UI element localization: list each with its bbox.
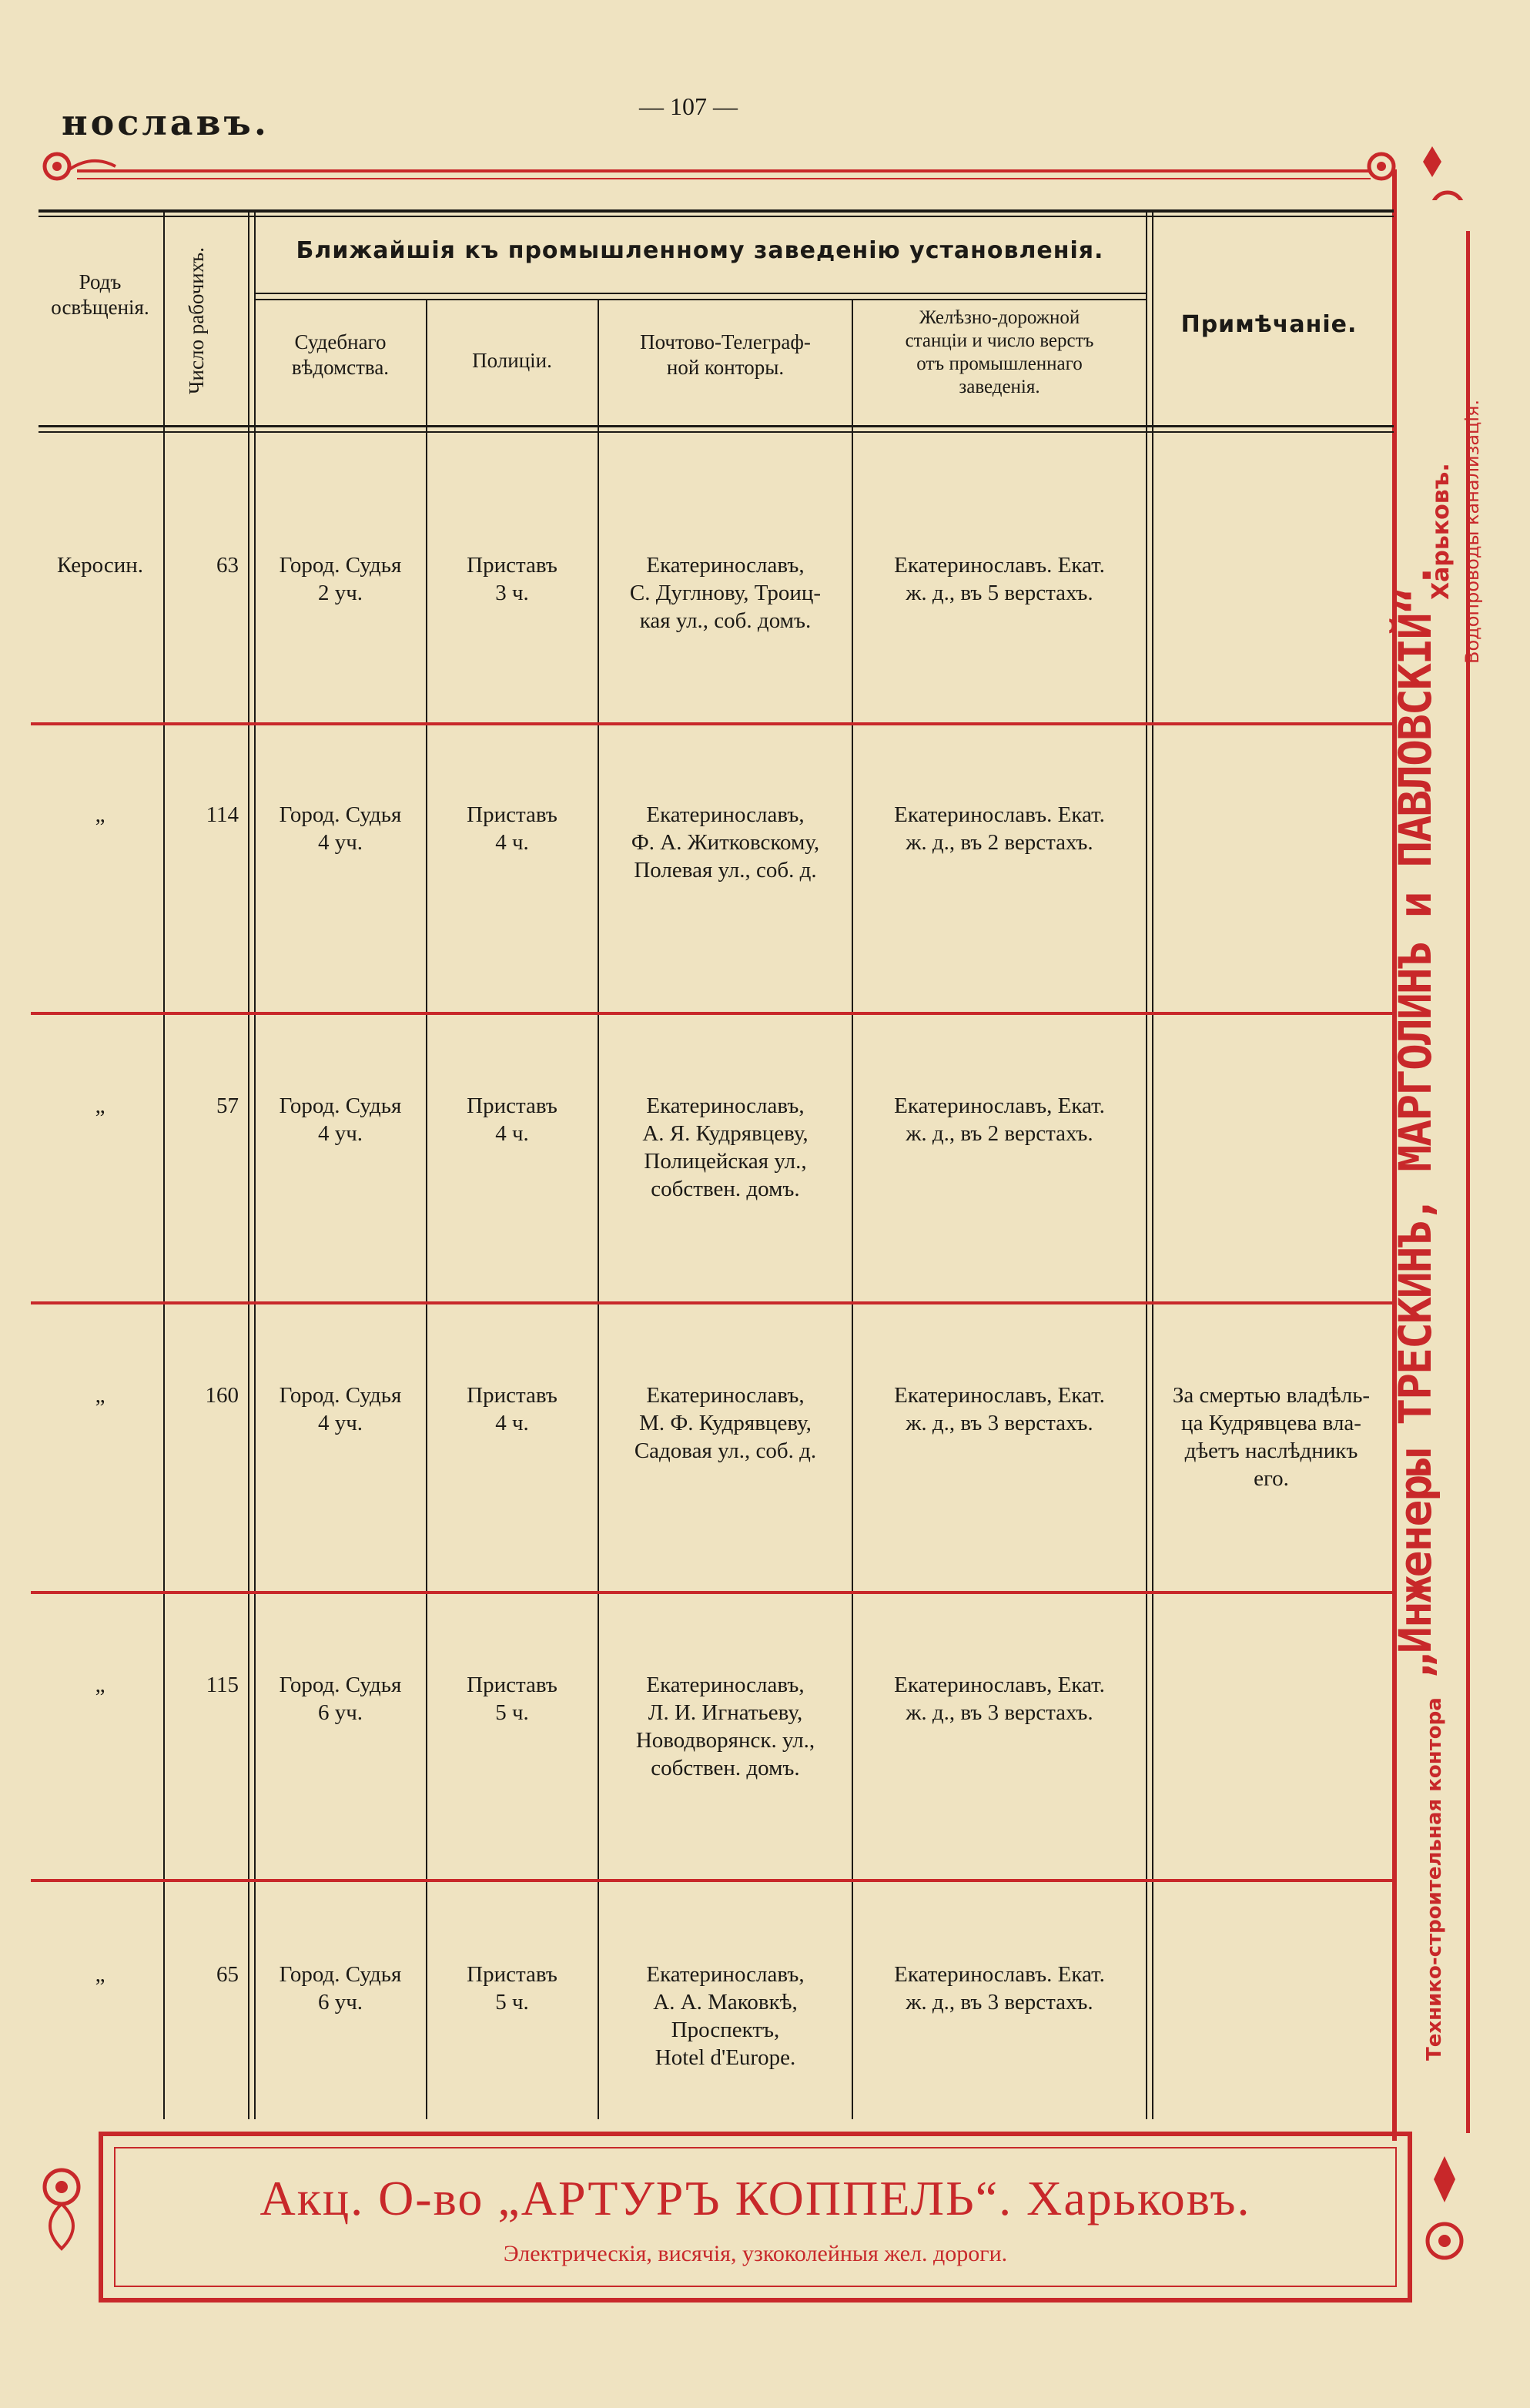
row6-workers: 65 — [216, 1962, 239, 1987]
row5-post: Екатеринославъ, Л. И. Игнатьеву, Новодворянск. ул., собствен. домъ. — [635, 1673, 815, 1780]
header-bottom-rule-thin — [39, 431, 1394, 433]
row4-railway: Екатеринославъ, Екат. ж. д., въ 3 верстахъ. — [894, 1383, 1105, 1435]
page-number: — 107 — — [639, 92, 738, 120]
row1-post: Екатеринославъ, С. Дуглнову, Троиц- кая ул., соб. домъ. — [629, 553, 822, 633]
row3-court: Город. Судья 4 уч. — [279, 1093, 402, 1146]
row5-railway: Екатеринославъ, Екат. ж. д., въ 3 верстахъ. — [894, 1673, 1105, 1725]
row-separator — [31, 1012, 1394, 1015]
row-separator — [31, 1879, 1394, 1882]
row5-police: Приставъ 5 ч. — [467, 1673, 557, 1725]
row3-police: Приставъ 4 ч. — [467, 1093, 557, 1146]
row-separator — [31, 722, 1394, 725]
side-ad-services: Водопроводы канализація. — [1461, 399, 1483, 664]
table-top-rule — [39, 209, 1394, 213]
row2-railway: Екатеринославъ. Екат. ж. д., въ 2 верстахъ. — [894, 802, 1105, 855]
row4-police: Приставъ 4 ч. — [467, 1383, 557, 1435]
running-head: нославъ. — [62, 102, 270, 143]
header-lighting: Родъ освѣщенія. — [51, 270, 149, 319]
row2-post: Екатеринославъ, Ф. А. Житковскому, Полевая ул., соб. д. — [631, 802, 820, 882]
col-line-2a — [248, 209, 249, 2119]
header-court: Судебнаго вѣдомства. — [291, 330, 390, 379]
row4-workers: 160 — [205, 1383, 239, 1408]
header-note: Примѣчаніе. — [1180, 311, 1358, 338]
row6-police: Приставъ 5 ч. — [467, 1962, 557, 2014]
header-railway: Желѣзно-дорожной станціи и число верстъ отъ промышленнаго заведенія. — [905, 307, 1094, 397]
header-bottom-rule — [39, 425, 1394, 427]
banner-subtitle: Электрическія, висячія, узкоколейныя жел. дороги. — [503, 2241, 1008, 2266]
col-line-6a — [1146, 209, 1147, 2119]
row5-court: Город. Судья 6 уч. — [279, 1673, 402, 1725]
row6-post: Екатеринославъ, А. А. Маковкѣ, Проспектъ, Hotel d'Europe. — [646, 1962, 805, 2070]
header-workers: Число рабочихъ. — [185, 247, 208, 395]
col-line-2b — [254, 209, 256, 2119]
row1-police: Приставъ 3 ч. — [467, 553, 557, 605]
row5-lighting: „ — [95, 1673, 105, 1697]
header-police: Полиціи. — [472, 349, 552, 372]
row2-lighting: „ — [95, 802, 105, 827]
row2-workers: 114 — [206, 802, 239, 827]
header-post: Почтово-Телеграф- ной конторы. — [640, 330, 811, 379]
row-separator — [31, 1591, 1394, 1594]
nearest-group-rule — [254, 293, 1147, 294]
row6-court: Город. Судья 6 уч. — [279, 1962, 402, 2014]
top-ornament — [31, 139, 1478, 200]
row6-lighting: „ — [95, 1962, 105, 1987]
row1-workers: 63 — [216, 553, 239, 578]
col-line-1 — [163, 209, 165, 2119]
row4-post: Екатеринославъ, М. Ф. Кудрявцеву, Садовая ул., соб. д. — [634, 1383, 817, 1463]
header-nearest: Ближайшія къ промышленному заведенію установленія. — [296, 237, 1104, 264]
row-separator — [31, 1301, 1394, 1304]
row1-lighting: Керосин. — [57, 553, 143, 578]
table-top-rule-thin — [39, 216, 1394, 217]
side-ad-office: Технико-строительная контора — [1423, 1697, 1446, 2061]
row5-workers: 115 — [206, 1673, 239, 1697]
row1-court: Город. Судья 2 уч. — [279, 553, 402, 605]
banner-left-ornament — [31, 2148, 100, 2287]
row3-post: Екатеринославъ, А. Я. Кудрявцеву, Полицейская ул., собствен. домъ. — [642, 1093, 809, 1201]
row4-court: Город. Судья 4 уч. — [279, 1383, 402, 1435]
col-line-6b — [1152, 209, 1153, 2119]
row3-railway: Екатеринославъ, Екат. ж. д., въ 2 верстахъ. — [894, 1093, 1105, 1146]
row4-note: За смертью владѣль- ца Кудрявцева вла- дѣетъ наслѣдникъ его. — [1172, 1383, 1371, 1491]
banner-title: Акц. О-во „АРТУРЪ КОППЕЛЬ“. Харьковъ. — [259, 2171, 1251, 2225]
row4-lighting: „ — [95, 1383, 105, 1408]
row1-railway: Екатеринославъ. Екат. ж. д., въ 5 верстахъ. — [894, 553, 1105, 605]
row2-police: Приставъ 4 ч. — [467, 802, 557, 855]
row3-lighting: „ — [95, 1093, 105, 1118]
banner-right-ornament — [1414, 2148, 1483, 2287]
nearest-group-rule-2 — [254, 299, 1147, 300]
side-ad-firm: „Инженеры ТРЕСКИНЪ, МАРГОЛИНЪ и ПАВЛОВСКІЙ“. — [1389, 563, 1441, 1679]
row2-court: Город. Судья 4 уч. — [279, 802, 402, 855]
side-ad-city: Харьковъ. — [1428, 463, 1455, 600]
row3-workers: 57 — [216, 1093, 239, 1118]
row6-railway: Екатеринославъ. Екат. ж. д., въ 3 верстахъ. — [894, 1962, 1105, 2014]
